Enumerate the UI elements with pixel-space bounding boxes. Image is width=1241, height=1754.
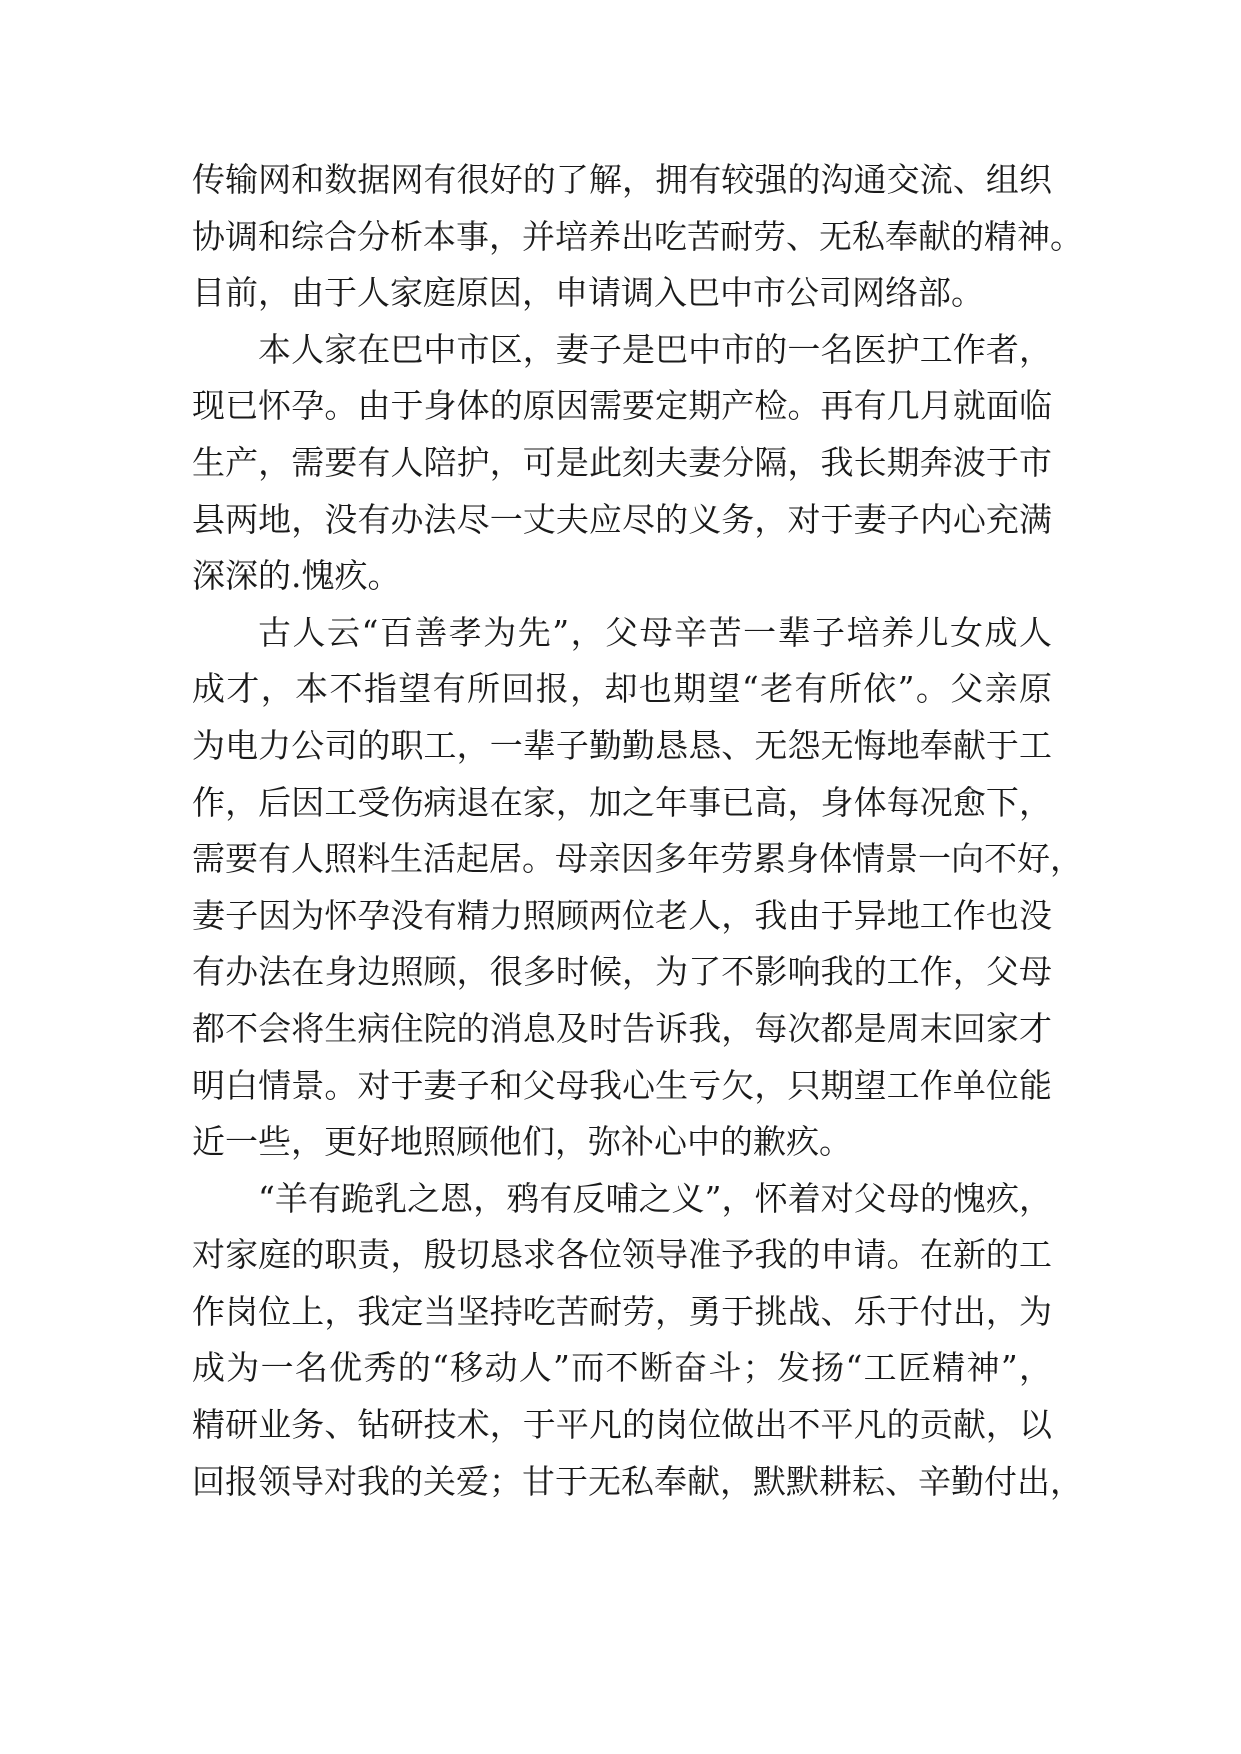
- text-line: 成为一名优秀的“移动人”而不断奋斗；发扬“工匠精神”，: [192, 1348, 1052, 1388]
- text-line: 妻子因为怀孕没有精力照顾两位老人，我由于异地工作也没: [192, 895, 1052, 935]
- document-body: [192, 152, 1083, 1510]
- text-line: 县两地，没有办法尽一丈夫应尽的义务，对于妻子内心充满: [192, 499, 1052, 539]
- text-line: 明白情景。对于妻子和父母我心生亏欠，只期望工作单位能: [192, 1065, 1052, 1105]
- text-line: 需要有人照料生活起居。母亲因多年劳累身体情景一向不好，: [192, 839, 1083, 879]
- text-line: 目前，由于人家庭原因，申请调入巴中市公司网络部。: [192, 273, 984, 313]
- text-line: 作岗位上，我定当坚持吃苦耐劳，勇于挑战、乐于付出，为: [192, 1291, 1052, 1331]
- text-line: 协调和综合分析本事，并培养出吃苦耐劳、无私奉献的精神。: [192, 216, 1083, 256]
- text-line: 传输网和数据网有很好的了解，拥有较强的沟通交流、组织: [192, 160, 1052, 199]
- text-line: 现已怀孕。由于身体的原因需要定期产检。再有几月就面临: [192, 386, 1052, 426]
- paragraph-start-line: 本人家在巴中市区，妻子是巴中市的一名医护工作者，: [258, 329, 1052, 369]
- text-line: 有办法在身边照顾，很多时候，为了不影响我的工作，父母: [192, 952, 1052, 992]
- paragraph-start-line: “羊有跪乳之恩，鸦有反哺之义”，怀着对父母的愧疚，: [258, 1178, 1052, 1218]
- paragraph-start-line: 古人云“百善孝为先”，父母辛苦一辈子培养儿女成人: [258, 612, 1052, 652]
- text-line: 为电力公司的职工，一辈子勤勤恳恳、无怨无悔地奉献于工: [192, 725, 1052, 765]
- text-line: 生产，需要有人陪护，可是此刻夫妻分隔，我长期奔波于市: [192, 442, 1052, 482]
- text-line: 对家庭的职责，殷切恳求各位领导准予我的申请。在新的工: [192, 1235, 1052, 1275]
- text-line: 成才，本不指望有所回报，却也期望“老有所依”。父亲原: [192, 669, 1052, 709]
- text-line: 深深的.愧疚。: [192, 556, 401, 596]
- text-line: 近一些，更好地照顾他们，弥补心中的歉疚。: [192, 1122, 852, 1162]
- text-line: 作，后因工受伤病退在家，加之年事已高，身体每况愈下，: [192, 782, 1052, 822]
- text-line: 回报领导对我的关爱；甘于无私奉献，默默耕耘、辛勤付出，: [192, 1461, 1083, 1501]
- text-line: 精研业务、钻研技术，于平凡的岗位做出不平凡的贡献，以: [192, 1405, 1052, 1445]
- text-line: 都不会将生病住院的消息及时告诉我，每次都是周末回家才: [192, 1008, 1052, 1048]
